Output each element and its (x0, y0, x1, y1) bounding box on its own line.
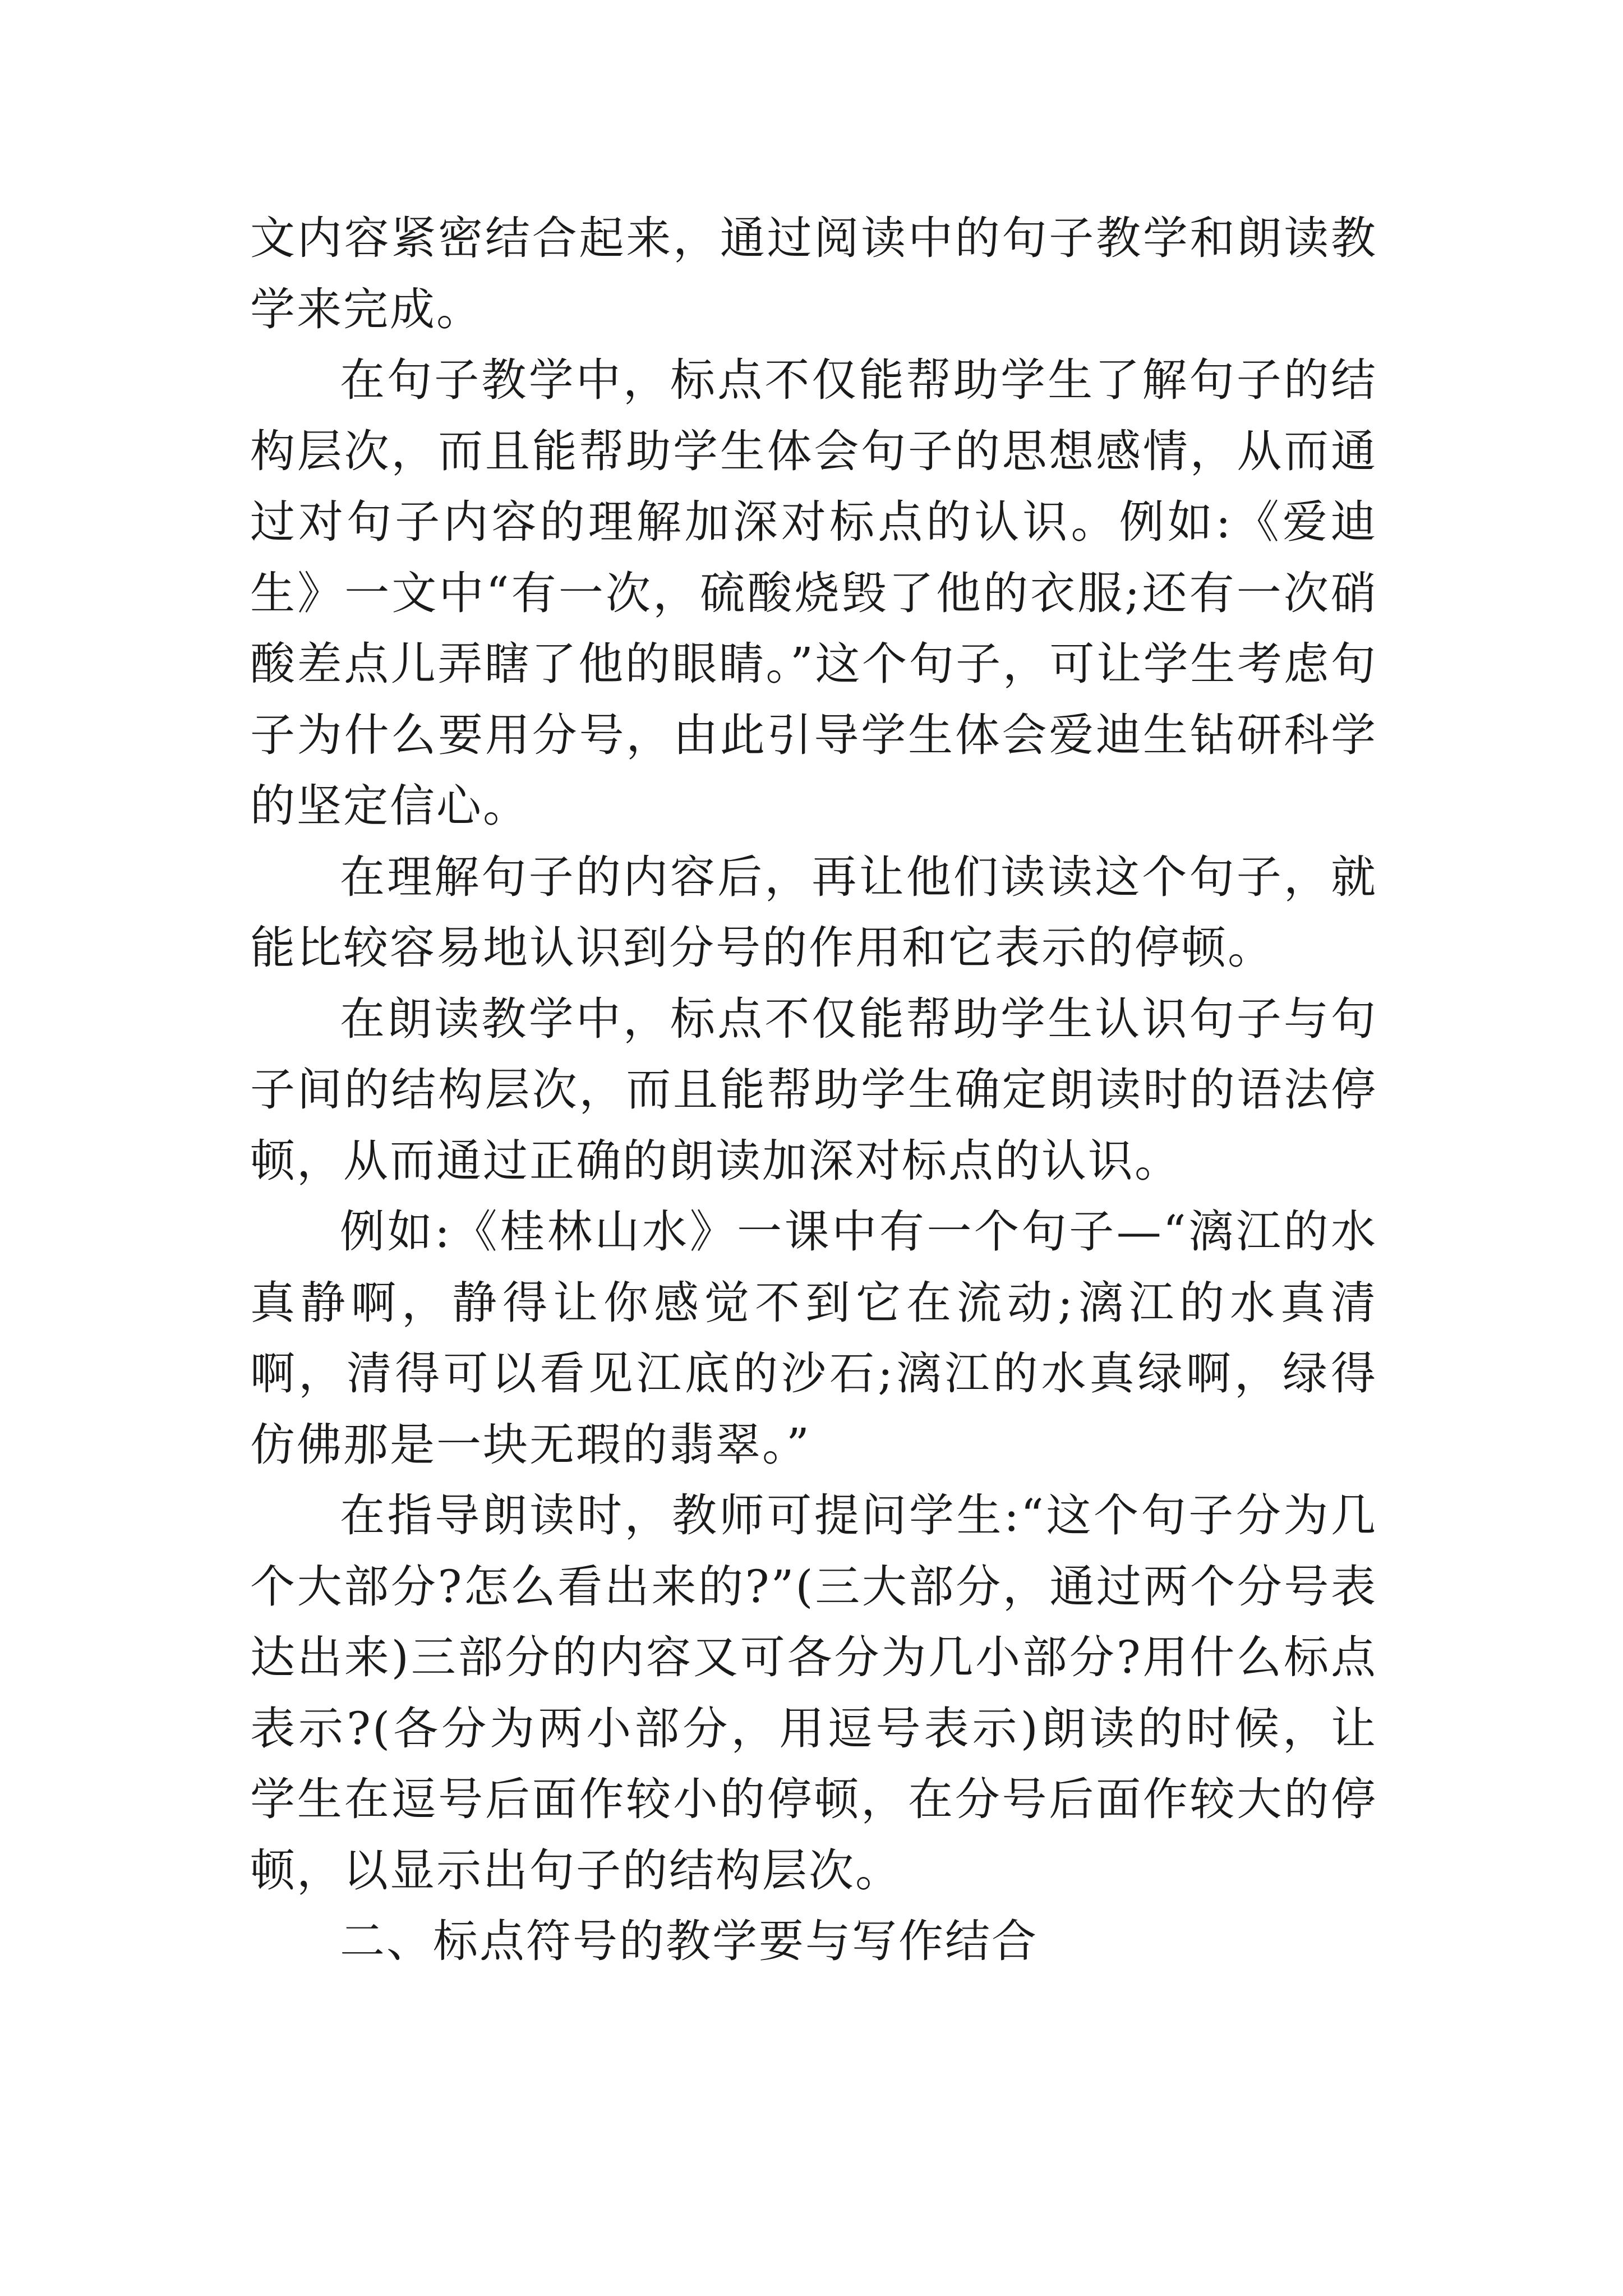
section-heading-writing: 二、标点符号的教学要与写作结合 (340, 1915, 1038, 1967)
paragraph-reading-teaching: 在朗读教学中，标点不仅能帮助学生认识句子与句子间的结构层次，而且能帮助学生确定朗读时的语法停顿，从而通过正确的朗读加深对标点的认识。 (250, 992, 1377, 1187)
body-text (250, 203, 1377, 1977)
paragraph-guilin-example: 例如:《桂林山水》一课中有一个句子—“漓江的水真静啊，静得让你感觉不到它在流动;漓江的水真清啊，清得可以看见江底的沙石;漓江的水真绿啊，绿得仿佛那是一块无瑕的翡翠。” (250, 1205, 1377, 1471)
paragraph-sentence-teaching: 在句子教学中，标点不仅能帮助学生了解句子的结构层次，而且能帮助学生体会句子的思想感情，从而通过对句子内容的理解加深对标点的认识。例如:《爱迪生》一文中“有一次，硫酸烧毁了他的衣服;还有一次硝酸差点儿弄瞎了他的眼睛。”这个句子，可让学生考虑句子为什么要用分号，由此引导学生体会爱迪生钻研科学的坚定信心。 (250, 354, 1377, 832)
paragraph-reading-guidance: 在指导朗读时，教师可提问学生:“这个句子分为几个大部分?怎么看出来的?”(三大部分，通过两个分号表达出来)三部分的内容又可各分为几小部分?用什么标点表示?(各分为两小部分，用逗号表示)朗读的时候，让学生在逗号后面作较小的停顿，在分号后面作较大的停顿，以显示出句子的结构层次。 (250, 1489, 1377, 1897)
paragraph-semicolon-understanding: 在理解句子的内容后，再让他们读读这个句子，就能比较容易地认识到分号的作用和它表示的停顿。 (250, 850, 1377, 974)
paragraph-continuation: 文内容紧密结合起来，通过阅读中的句子教学和朗读教学来完成。 (250, 212, 1377, 335)
